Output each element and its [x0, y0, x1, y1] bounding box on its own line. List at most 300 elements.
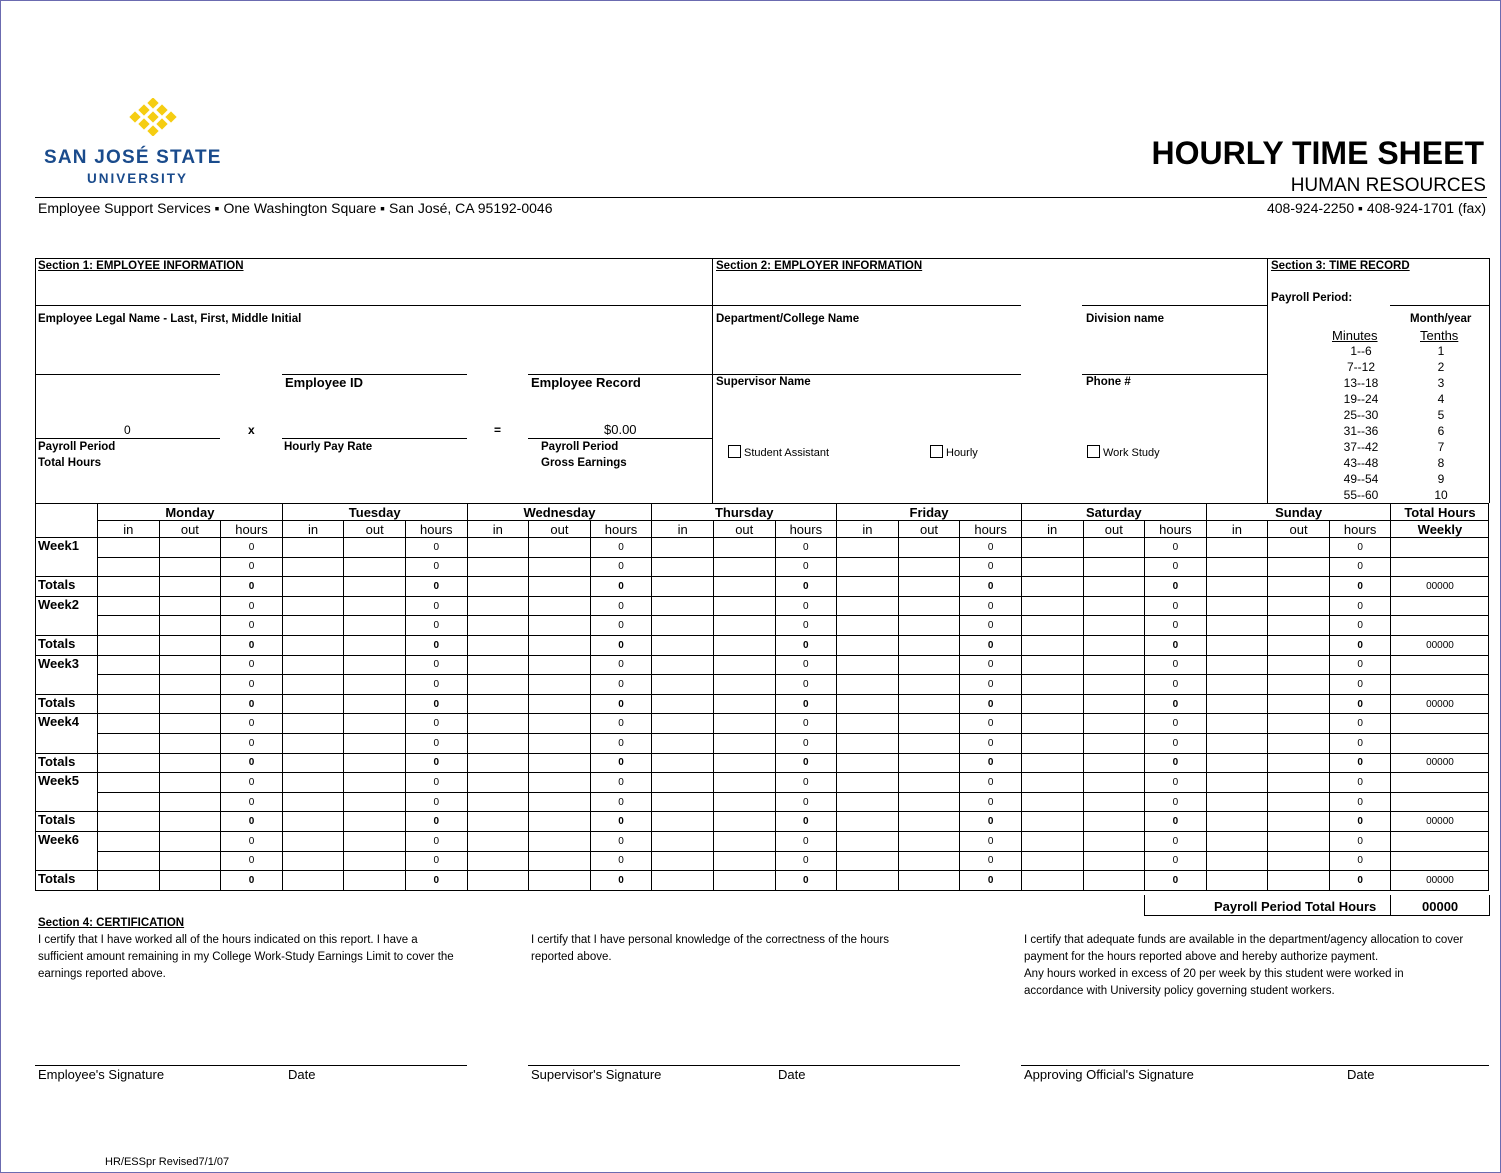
totals-in-cell [282, 812, 344, 832]
daily-total-cell: 0 [775, 812, 837, 832]
time-in-cell[interactable] [282, 773, 344, 793]
time-out-cell[interactable] [1268, 675, 1330, 695]
time-out-cell[interactable] [344, 538, 406, 558]
grid-column-header-row [36, 521, 1489, 538]
time-in-cell[interactable] [1206, 792, 1268, 812]
time-in-cell[interactable] [467, 616, 529, 636]
time-in-cell[interactable] [1021, 675, 1083, 695]
daily-total-cell: 0 [1145, 753, 1207, 773]
totals-out-cell [898, 694, 960, 714]
time-in-cell[interactable] [1206, 596, 1268, 616]
time-out-cell[interactable] [159, 675, 221, 695]
totals-in-cell [652, 871, 714, 891]
legal-name-line [35, 374, 220, 375]
time-out-cell[interactable] [1268, 616, 1330, 636]
time-out-cell[interactable] [159, 596, 221, 616]
hourly-checkbox[interactable] [930, 445, 978, 459]
time-out-cell[interactable] [1268, 557, 1330, 577]
time-out-cell[interactable] [529, 538, 591, 558]
time-in-cell[interactable] [1206, 773, 1268, 793]
time-in-cell[interactable] [1206, 616, 1268, 636]
time-out-cell[interactable] [1268, 538, 1330, 558]
time-out-cell[interactable] [159, 655, 221, 675]
hours-cell: 0 [590, 733, 652, 753]
time-out-cell[interactable] [159, 773, 221, 793]
time-in-cell[interactable] [1021, 596, 1083, 616]
tenths-value: 8 [1437, 456, 1445, 470]
time-in-cell[interactable] [467, 773, 529, 793]
time-in-cell[interactable] [1021, 831, 1083, 851]
time-in-cell[interactable] [98, 596, 160, 616]
time-out-cell[interactable] [1083, 792, 1145, 812]
time-out-cell[interactable] [713, 675, 775, 695]
time-out-cell[interactable] [344, 831, 406, 851]
time-out-cell[interactable] [898, 733, 960, 753]
time-in-cell[interactable] [282, 596, 344, 616]
daily-total-cell: 0 [590, 753, 652, 773]
time-out-cell[interactable] [529, 557, 591, 577]
time-out-cell[interactable] [1268, 714, 1330, 734]
time-out-cell[interactable] [529, 655, 591, 675]
time-in-cell[interactable] [1021, 616, 1083, 636]
time-in-cell[interactable] [652, 675, 714, 695]
hours-cell: 0 [1329, 831, 1391, 851]
totals-out-cell [1268, 812, 1330, 832]
time-out-cell[interactable] [1083, 831, 1145, 851]
time-in-cell[interactable] [837, 675, 899, 695]
time-out-cell[interactable] [898, 675, 960, 695]
time-out-cell[interactable] [529, 851, 591, 871]
header-divider [35, 197, 1487, 198]
time-in-cell[interactable] [1021, 851, 1083, 871]
time-out-cell[interactable] [1083, 773, 1145, 793]
daily-total-cell: 0 [960, 635, 1022, 655]
time-in-cell[interactable] [98, 538, 160, 558]
hours-header: hours [590, 521, 652, 538]
time-out-cell[interactable] [898, 538, 960, 558]
time-out-cell[interactable] [1083, 557, 1145, 577]
time-in-cell[interactable] [1021, 792, 1083, 812]
time-out-cell[interactable] [713, 655, 775, 675]
time-entry-row [36, 714, 1489, 734]
time-in-cell[interactable] [652, 831, 714, 851]
time-in-cell[interactable] [467, 831, 529, 851]
time-out-cell[interactable] [713, 596, 775, 616]
time-out-cell[interactable] [529, 714, 591, 734]
time-in-cell[interactable] [282, 792, 344, 812]
payroll-total-label: Payroll Period Total Hours [1214, 899, 1377, 914]
time-out-cell[interactable] [344, 655, 406, 675]
time-in-cell[interactable] [652, 616, 714, 636]
official-sig-line[interactable] [1021, 1065, 1489, 1066]
time-out-cell[interactable] [159, 831, 221, 851]
time-in-cell[interactable] [1206, 851, 1268, 871]
totals-out-cell [344, 694, 406, 714]
supervisor-sig-line[interactable] [528, 1065, 960, 1066]
section1-heading: Section 1: EMPLOYEE INFORMATION [38, 260, 244, 272]
time-out-cell[interactable] [344, 851, 406, 871]
employee-sig-line[interactable] [35, 1065, 467, 1066]
hours-cell: 0 [405, 538, 467, 558]
time-in-cell[interactable] [98, 714, 160, 734]
time-in-cell[interactable] [652, 792, 714, 812]
time-in-cell[interactable] [467, 792, 529, 812]
weekly-cell [1391, 733, 1489, 753]
totals-out-cell [713, 694, 775, 714]
totals-label: Totals [36, 577, 98, 597]
weekly-cell [1391, 596, 1489, 616]
employee-id-label: Employee ID [285, 375, 364, 390]
time-out-cell[interactable] [529, 596, 591, 616]
time-out-cell[interactable] [159, 733, 221, 753]
hours-cell: 0 [405, 714, 467, 734]
time-in-cell[interactable] [1206, 655, 1268, 675]
hourly-rate-label: Hourly Pay Rate [284, 441, 373, 453]
time-out-cell[interactable] [713, 792, 775, 812]
time-out-cell[interactable] [344, 596, 406, 616]
logo-diamond [147, 125, 158, 136]
time-in-cell[interactable] [467, 538, 529, 558]
totals-in-cell [837, 577, 899, 597]
totals-in-cell [837, 812, 899, 832]
time-in-cell[interactable] [652, 714, 714, 734]
time-in-cell[interactable] [652, 557, 714, 577]
time-out-cell[interactable] [898, 773, 960, 793]
totals-out-cell [713, 577, 775, 597]
time-in-cell[interactable] [282, 733, 344, 753]
hours-header: hours [405, 521, 467, 538]
time-in-cell[interactable] [652, 773, 714, 793]
totals-label: Totals [36, 871, 98, 891]
in-header: in [467, 521, 529, 538]
tenths-value: 10 [1434, 488, 1448, 502]
out-header: out [898, 521, 960, 538]
time-out-cell[interactable] [898, 616, 960, 636]
time-entry-row [36, 773, 1489, 793]
time-out-cell[interactable] [529, 773, 591, 793]
time-out-cell[interactable] [529, 831, 591, 851]
hours-cell: 0 [1145, 773, 1207, 793]
time-in-cell[interactable] [652, 538, 714, 558]
time-out-cell[interactable] [1083, 714, 1145, 734]
time-out-cell[interactable] [713, 538, 775, 558]
totals-in-cell [282, 635, 344, 655]
hours-cell: 0 [405, 831, 467, 851]
time-in-cell[interactable] [282, 831, 344, 851]
time-in-cell[interactable] [837, 538, 899, 558]
time-in-cell[interactable] [837, 831, 899, 851]
time-in-cell[interactable] [98, 557, 160, 577]
time-in-cell[interactable] [837, 714, 899, 734]
totals-out-cell [1268, 753, 1330, 773]
in-header: in [837, 521, 899, 538]
hours-cell: 0 [960, 675, 1022, 695]
totals-out-cell [344, 871, 406, 891]
totals-out-cell [713, 753, 775, 773]
hours-cell: 0 [1145, 616, 1207, 636]
time-in-cell[interactable] [1021, 557, 1083, 577]
totals-in-cell [98, 753, 160, 773]
daily-total-cell: 0 [405, 577, 467, 597]
time-out-cell[interactable] [159, 538, 221, 558]
time-out-cell[interactable] [159, 851, 221, 871]
time-out-cell[interactable] [344, 675, 406, 695]
payroll-period-field-label: Payroll Period: [1271, 292, 1353, 304]
hours-cell: 0 [775, 557, 837, 577]
in-header: in [652, 521, 714, 538]
time-out-cell[interactable] [529, 675, 591, 695]
time-out-cell[interactable] [529, 616, 591, 636]
hours-header: hours [221, 521, 283, 538]
hours-cell: 0 [221, 792, 283, 812]
time-out-cell[interactable] [1268, 792, 1330, 812]
gross-line [528, 438, 712, 439]
time-entry-row [36, 675, 1489, 695]
totals-in-cell [98, 871, 160, 891]
weekly-total-cell: 00000 [1391, 753, 1489, 773]
minutes-range: 25--30 [1343, 408, 1379, 422]
total-hours-header: Total Hours [1391, 504, 1489, 521]
tenths-label: Tenths [1420, 328, 1459, 343]
time-in-cell[interactable] [837, 557, 899, 577]
time-out-cell[interactable] [344, 773, 406, 793]
daily-total-cell: 0 [590, 871, 652, 891]
time-out-cell[interactable] [713, 714, 775, 734]
time-out-cell[interactable] [898, 655, 960, 675]
daily-total-cell: 0 [960, 694, 1022, 714]
section1-line-a [35, 305, 712, 306]
total-hours-label: Total Hours [38, 457, 102, 469]
day-header: Sunday [1206, 504, 1391, 521]
time-out-cell[interactable] [1268, 733, 1330, 753]
in-header: in [1021, 521, 1083, 538]
time-out-cell[interactable] [1268, 655, 1330, 675]
time-out-cell[interactable] [1083, 655, 1145, 675]
totals-out-cell [1268, 635, 1330, 655]
time-out-cell[interactable] [898, 714, 960, 734]
hours-cell: 0 [1329, 792, 1391, 812]
totals-out-cell [344, 635, 406, 655]
section3-heading: Section 3: TIME RECORD [1271, 260, 1410, 272]
month-year-line [1390, 305, 1489, 306]
time-in-cell[interactable] [467, 557, 529, 577]
time-in-cell[interactable] [98, 851, 160, 871]
weekly-cell [1391, 773, 1489, 793]
time-in-cell[interactable] [467, 675, 529, 695]
daily-total-cell: 0 [960, 577, 1022, 597]
time-in-cell[interactable] [98, 733, 160, 753]
hours-cell: 0 [1329, 773, 1391, 793]
time-out-cell[interactable] [1268, 831, 1330, 851]
tenths-value: 6 [1437, 424, 1445, 438]
time-in-cell[interactable] [652, 851, 714, 871]
totals-out-cell [159, 635, 221, 655]
totals-out-cell [1083, 753, 1145, 773]
out-header: out [529, 521, 591, 538]
totals-in-cell [282, 577, 344, 597]
totals-out-cell [529, 635, 591, 655]
payroll-period-label: Payroll Period [38, 441, 116, 453]
day-header: Tuesday [282, 504, 467, 521]
totals-in-cell [1021, 635, 1083, 655]
time-in-cell[interactable] [1206, 831, 1268, 851]
time-record-grid [35, 503, 1489, 891]
phone-label: Phone # [1086, 376, 1131, 388]
hours-cell: 0 [775, 851, 837, 871]
totals-label: Totals [36, 753, 98, 773]
time-in-cell[interactable] [652, 596, 714, 616]
time-out-cell[interactable] [713, 616, 775, 636]
hours-cell: 0 [1329, 596, 1391, 616]
weekly-cell [1391, 831, 1489, 851]
time-in-cell[interactable] [1021, 773, 1083, 793]
total-hours-value: 0 [124, 423, 131, 437]
hours-cell: 0 [1329, 557, 1391, 577]
time-out-cell[interactable] [1083, 596, 1145, 616]
official-cert-text-2: Any hours worked in excess of 20 per week by this student were worked in accordance with University policy governing student workers. [1024, 968, 1404, 997]
time-in-cell[interactable] [98, 675, 160, 695]
time-out-cell[interactable] [898, 596, 960, 616]
work-study-checkbox[interactable] [1087, 445, 1160, 459]
time-in-cell[interactable] [1021, 655, 1083, 675]
time-out-cell[interactable] [713, 733, 775, 753]
hours-cell: 0 [405, 851, 467, 871]
time-in-cell[interactable] [1206, 714, 1268, 734]
totals-in-cell [467, 577, 529, 597]
time-in-cell[interactable] [837, 596, 899, 616]
time-in-cell[interactable] [98, 831, 160, 851]
time-in-cell[interactable] [837, 655, 899, 675]
time-out-cell[interactable] [159, 792, 221, 812]
time-in-cell[interactable] [282, 538, 344, 558]
hours-cell: 0 [960, 538, 1022, 558]
student-assistant-checkbox[interactable] [728, 445, 829, 459]
time-out-cell[interactable] [1268, 596, 1330, 616]
time-out-cell[interactable] [529, 792, 591, 812]
time-in-cell[interactable] [282, 675, 344, 695]
time-in-cell[interactable] [837, 851, 899, 871]
time-in-cell[interactable] [282, 714, 344, 734]
weekly-cell [1391, 616, 1489, 636]
time-out-cell[interactable] [713, 831, 775, 851]
time-in-cell[interactable] [467, 851, 529, 871]
time-in-cell[interactable] [467, 733, 529, 753]
day-header: Wednesday [467, 504, 652, 521]
hours-cell: 0 [1329, 655, 1391, 675]
time-in-cell[interactable] [837, 773, 899, 793]
time-in-cell[interactable] [1206, 538, 1268, 558]
time-out-cell[interactable] [898, 851, 960, 871]
time-out-cell[interactable] [529, 733, 591, 753]
time-out-cell[interactable] [1268, 773, 1330, 793]
time-out-cell[interactable] [159, 557, 221, 577]
time-in-cell[interactable] [652, 655, 714, 675]
totals-in-cell [837, 753, 899, 773]
time-in-cell[interactable] [282, 616, 344, 636]
hours-cell: 0 [221, 733, 283, 753]
time-in-cell[interactable] [98, 655, 160, 675]
totals-in-cell [1206, 577, 1268, 597]
time-in-cell[interactable] [467, 714, 529, 734]
time-entry-row [36, 557, 1489, 577]
out-header: out [1083, 521, 1145, 538]
day-header: Saturday [1021, 504, 1206, 521]
hours-cell: 0 [221, 851, 283, 871]
time-in-cell[interactable] [467, 596, 529, 616]
hours-cell: 0 [1329, 538, 1391, 558]
time-in-cell[interactable] [98, 616, 160, 636]
time-out-cell[interactable] [344, 792, 406, 812]
grid-day-header-row [36, 504, 1489, 521]
time-in-cell[interactable] [98, 773, 160, 793]
hours-cell: 0 [775, 675, 837, 695]
time-in-cell[interactable] [282, 557, 344, 577]
time-out-cell[interactable] [1268, 851, 1330, 871]
time-out-cell[interactable] [898, 557, 960, 577]
daily-total-cell: 0 [775, 694, 837, 714]
time-out-cell[interactable] [1083, 851, 1145, 871]
time-out-cell[interactable] [344, 557, 406, 577]
time-out-cell[interactable] [713, 557, 775, 577]
time-in-cell[interactable] [467, 655, 529, 675]
time-in-cell[interactable] [282, 851, 344, 871]
day-header: Thursday [652, 504, 837, 521]
time-out-cell[interactable] [713, 851, 775, 871]
time-out-cell[interactable] [159, 616, 221, 636]
hours-cell: 0 [405, 655, 467, 675]
totals-in-cell [98, 812, 160, 832]
time-out-cell[interactable] [898, 792, 960, 812]
time-out-cell[interactable] [344, 714, 406, 734]
time-in-cell[interactable] [837, 733, 899, 753]
daily-total-cell: 0 [405, 635, 467, 655]
daily-total-cell: 0 [1145, 871, 1207, 891]
time-out-cell[interactable] [159, 714, 221, 734]
hours-cell: 0 [1145, 714, 1207, 734]
time-in-cell[interactable] [1206, 733, 1268, 753]
time-out-cell[interactable] [898, 831, 960, 851]
time-in-cell[interactable] [282, 655, 344, 675]
time-out-cell[interactable] [344, 733, 406, 753]
time-out-cell[interactable] [344, 616, 406, 636]
employee-signature-label: Employee's Signature [38, 1067, 165, 1082]
hours-cell: 0 [590, 675, 652, 695]
time-in-cell[interactable] [837, 792, 899, 812]
time-in-cell[interactable] [837, 616, 899, 636]
totals-out-cell [529, 694, 591, 714]
time-in-cell[interactable] [1021, 538, 1083, 558]
totals-in-cell [1206, 753, 1268, 773]
totals-in-cell [467, 871, 529, 891]
hours-cell: 0 [1329, 714, 1391, 734]
time-in-cell[interactable] [1021, 733, 1083, 753]
time-out-cell[interactable] [713, 773, 775, 793]
hours-header: hours [960, 521, 1022, 538]
totals-out-cell [529, 871, 591, 891]
out-header: out [713, 521, 775, 538]
time-in-cell[interactable] [1206, 557, 1268, 577]
time-out-cell[interactable] [1083, 733, 1145, 753]
time-out-cell[interactable] [1083, 538, 1145, 558]
time-out-cell[interactable] [1083, 616, 1145, 636]
weekly-total-cell: 00000 [1391, 871, 1489, 891]
time-in-cell[interactable] [1021, 714, 1083, 734]
info-top-border [35, 258, 1489, 259]
time-in-cell[interactable] [1206, 675, 1268, 695]
time-out-cell[interactable] [1083, 675, 1145, 695]
time-in-cell[interactable] [652, 733, 714, 753]
time-in-cell[interactable] [98, 792, 160, 812]
